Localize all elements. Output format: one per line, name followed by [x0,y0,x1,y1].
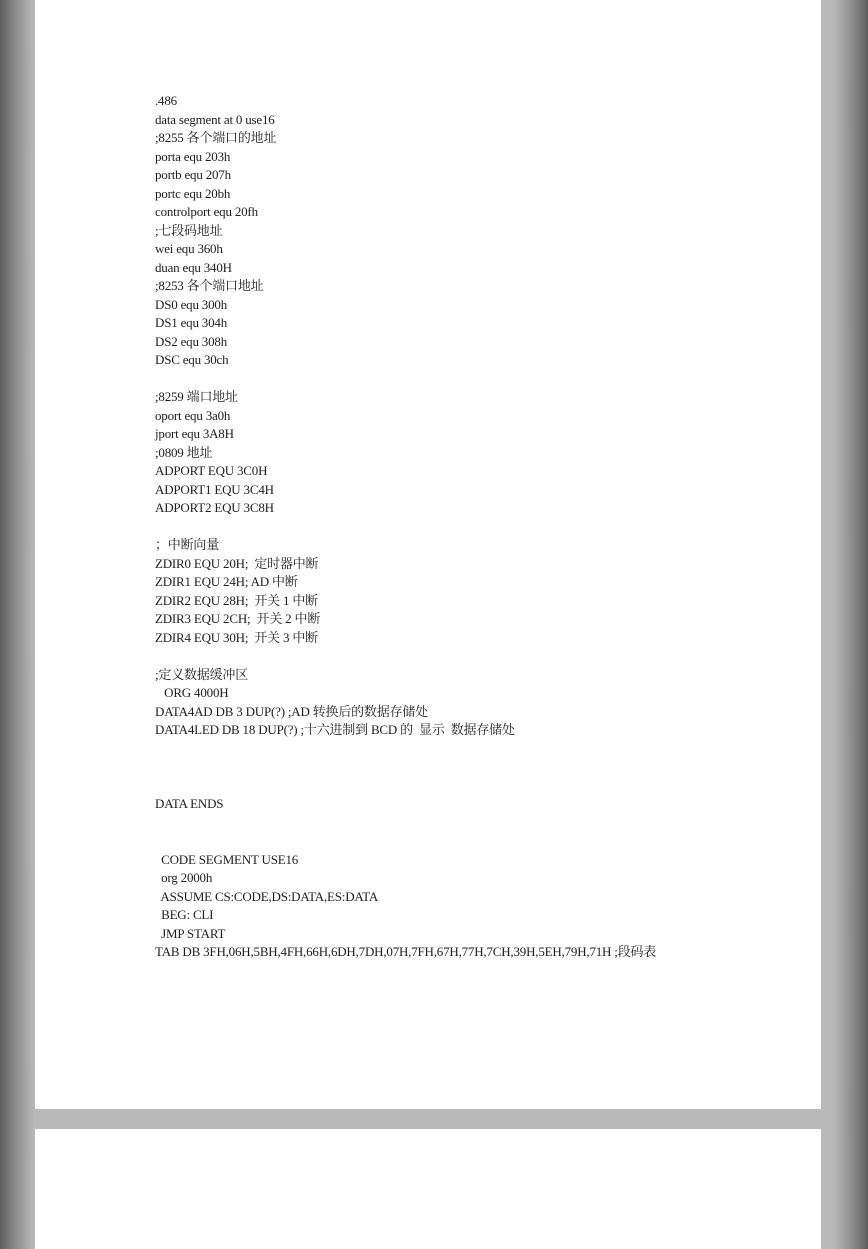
code-line: ZDIR0 EQU 20H; 定时器中断 [155,555,319,571]
code-line: ;0809 地址 [155,444,213,460]
code-line: porta equ 203h [155,148,231,164]
code-line: ZDIR4 EQU 30H; 开关 3 中断 [155,629,318,645]
document-page [35,0,821,1109]
code-line: portb equ 207h [155,167,231,182]
code-line: data segment at 0 use16 [155,111,275,127]
code-line: ;8255 各个端口的地址 [155,130,277,145]
code-line: ;8253 各个端口地址 [155,278,264,293]
code-line: portc equ 20bh [155,185,231,201]
code-line: ASSUME CS:CODE,DS:DATA,ES:DATA [155,888,379,904]
code-line: ADPORT1 EQU 3C4H [155,481,274,497]
next-document-page [35,1129,821,1249]
blank-line [155,518,795,537]
code-line: ;定义数据缓冲区 [155,666,249,682]
code-line: ZDIR3 EQU 2CH; 开关 2 中断 [155,611,321,626]
code-line: ADPORT EQU 3C0H [155,463,268,478]
code-line: DS1 equ 304h [155,315,227,330]
code-line: ;8259 端口地址 [155,389,238,404]
code-line: controlport equ 20fh [155,204,258,219]
code-line: BEG: CLI [155,907,214,922]
code-line: DATA4LED DB 18 DUP(?) ;十六进制到 BCD 的 显示 数据存储处 [155,722,515,737]
code-line: ZDIR2 EQU 28H; 开关 1 中断 [155,592,318,608]
code-line: org 2000h [155,870,213,885]
code-line: DATA ENDS [155,796,224,811]
code-line: DSC equ 30ch [155,352,229,367]
blank-line [155,370,795,389]
code-line: ORG 4000H [155,685,229,700]
assembly-source-code [155,92,795,962]
segment-table-line: TAB DB 3FH,06H,5BH,4FH,66H,6DH,7DH,07H,7FH,67H,77H,7CH,39H,5EH,79H,71H ;段码表 [155,944,657,959]
code-line: CODE SEGMENT USE16 [155,851,299,867]
code-line: JMP START [155,925,226,941]
blank-line [155,740,795,777]
code-line: wei equ 360h [155,241,223,256]
code-line: DS0 equ 300h [155,296,227,312]
code-line: duan equ 340H [155,259,232,275]
blank-line [155,777,795,796]
code-line: DATA4AD DB 3 DUP(?) ;AD 转换后的数据存储处 [155,703,428,719]
code-line: jport equ 3A8H [155,426,234,441]
code-line: .486 [155,93,177,108]
blank-line [155,814,795,851]
code-line: ZDIR1 EQU 24H; AD 中断 [155,574,298,589]
code-line: ；中断向量 [155,537,220,552]
code-line: DS2 equ 308h [155,333,227,349]
blank-line [155,647,795,666]
code-line: ;七段码地址 [155,222,223,238]
code-line: oport equ 3a0h [155,407,231,423]
code-line: ADPORT2 EQU 3C8H [155,500,274,515]
